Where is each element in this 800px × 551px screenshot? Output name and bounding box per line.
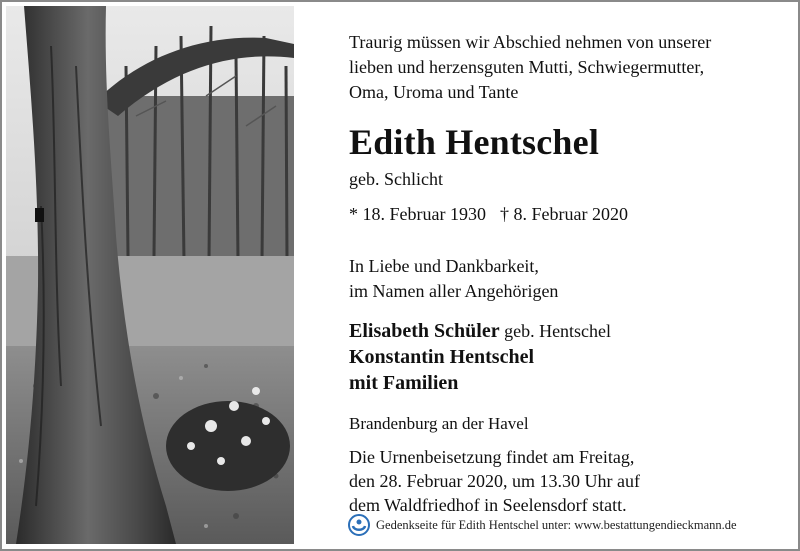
thanks-line: In Liebe und Dankbarkeit, — [349, 256, 539, 276]
memorial-logo-icon — [348, 514, 370, 536]
intro-text — [349, 30, 789, 105]
life-dates — [349, 203, 789, 225]
thanks-text — [349, 254, 789, 304]
obituary-text — [349, 30, 789, 517]
tree-photo — [6, 6, 294, 544]
family-member-name: Konstantin Hentschel — [349, 346, 535, 368]
city: Brandenburg an der Havel — [349, 414, 529, 433]
burial-info — [349, 445, 789, 517]
family-member-name: Elisabeth Schüler — [349, 320, 500, 342]
birth-date: * 18. Februar 1930 — [349, 204, 486, 224]
maiden-name: geb. Schlicht — [349, 169, 443, 189]
burial-line: dem Waldfriedhof in Seelensdorf statt. — [349, 495, 627, 515]
family-member-note: geb. Hentschel — [499, 321, 612, 341]
family-group: mit Familien — [349, 372, 459, 394]
burial-line: den 28. Februar 2020, um 13.30 Uhr auf — [349, 471, 640, 491]
memorial-link-text[interactable]: Gedenkseite für Edith Hentschel unter: www.bestattungendieckmann.de — [376, 517, 737, 532]
death-date: † 8. Februar 2020 — [499, 204, 628, 224]
burial-line: Die Urnenbeisetzung findet am Freitag, — [349, 447, 635, 467]
deceased-name: Edith Hentschel — [349, 122, 600, 162]
family-members — [349, 318, 789, 396]
memorial-page-link[interactable] — [348, 514, 794, 536]
tree-photo-image — [6, 6, 294, 544]
intro-line: Oma, Uroma und Tante — [349, 82, 519, 102]
thanks-line: im Namen aller Angehörigen — [349, 281, 559, 301]
intro-line: Traurig müssen wir Abschied nehmen von unserer — [349, 32, 712, 52]
intro-line: lieben und herzensguten Mutti, Schwiegermutter, — [349, 57, 705, 77]
